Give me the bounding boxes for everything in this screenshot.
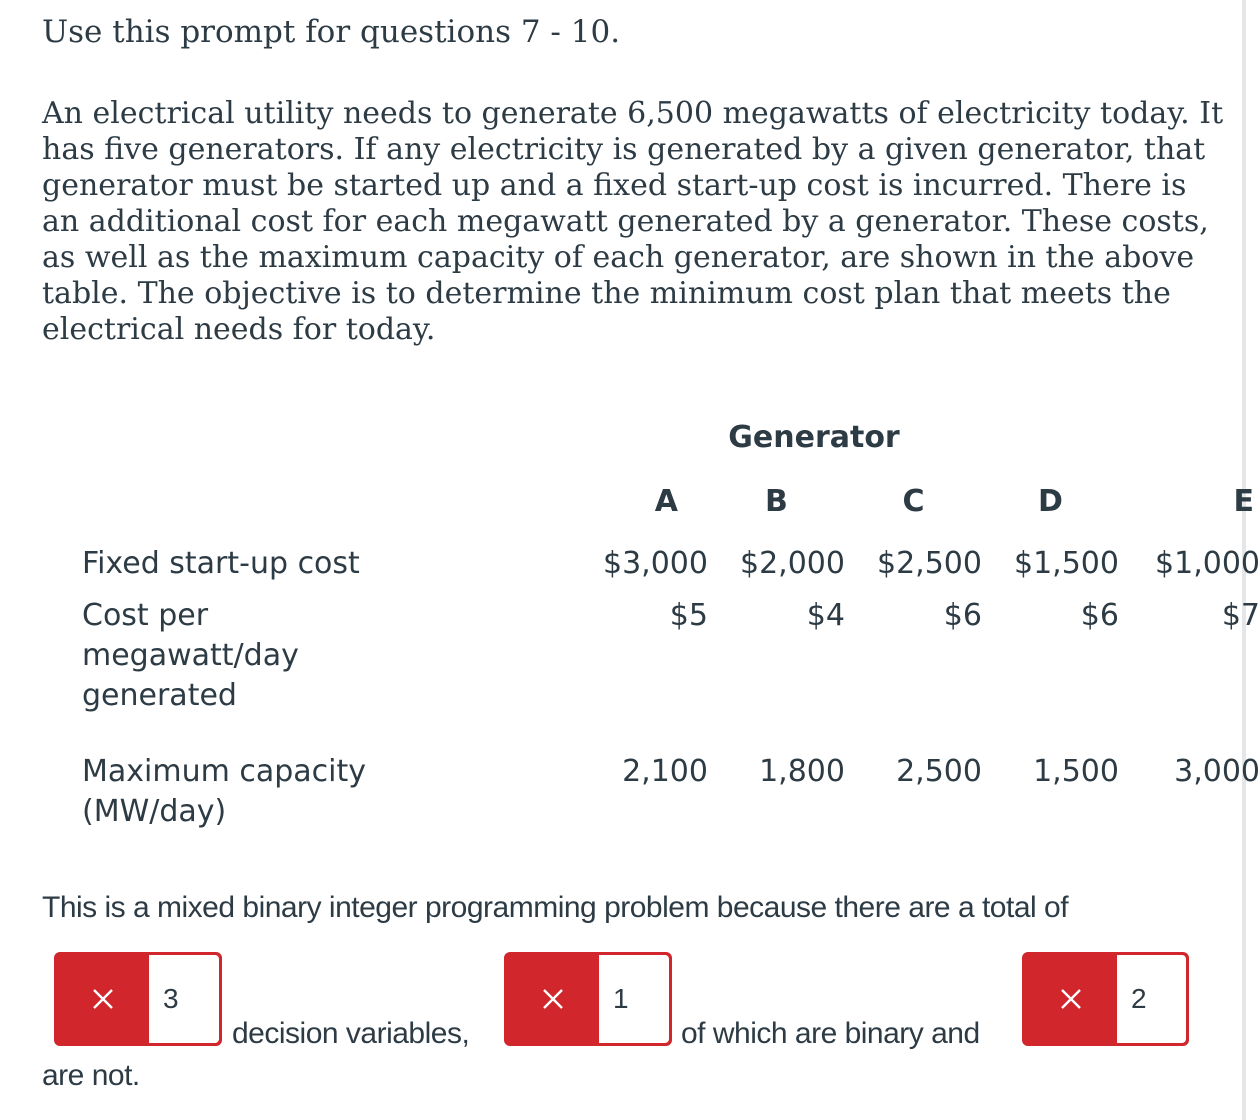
table-cell: 1,500 (1033, 754, 1119, 789)
inline-text-are-not: are not. (42, 1059, 140, 1092)
table-cell: $6 (1080, 598, 1119, 633)
row-label: Maximum capacity (MW/day) (82, 754, 367, 829)
table-cell: $2,000 (739, 546, 845, 581)
problem-paragraph: An electrical utility needs to generate 6,500 megawatts of electricity today. It has five generators. If any electricity is generated by a given generator, that generator must be started up and a fixed start-up cost is incurred. There is an additional cost for each megawatt generated by a generator. These costs, as well as the maximum capacity of each generator, are shown in the above table. The objective is to determine the minimum cost plan that meets the electrical needs for today. (42, 96, 1224, 347)
table-row-cost-per-mw (72, 596, 1260, 752)
inline-text-decision-variables: decision variables, (232, 1017, 470, 1050)
question-prompt: This is a mixed binary integer programming problem because there are a total of (42, 891, 1069, 924)
table-cell: 2,500 (896, 754, 982, 789)
answer-input-total-variables[interactable] (54, 952, 222, 1046)
table-row-fixed-cost (72, 544, 1260, 596)
answer-value[interactable]: 2 (1117, 955, 1186, 1043)
column-header-c: C (902, 484, 925, 519)
inline-text-binary: of which are binary and (681, 1017, 980, 1050)
row-label: Cost per megawatt/day generated (82, 598, 299, 713)
header-empty-cell (72, 478, 551, 544)
table-row-max-capacity (72, 752, 1260, 842)
table-cell: $1,000 (1155, 546, 1260, 581)
x-icon (57, 955, 149, 1043)
table-cell: $4 (806, 598, 845, 633)
row-label: Fixed start-up cost (82, 546, 360, 581)
table-cell: $5 (669, 598, 708, 633)
table-cell: $2,500 (876, 546, 982, 581)
column-header-d: D (1038, 484, 1063, 519)
answer-input-binary-variables[interactable] (504, 952, 672, 1046)
table-cell: $7 (1221, 598, 1260, 633)
table-cell: $3,000 (602, 546, 708, 581)
table-cell: 2,100 (622, 754, 708, 789)
column-header-e: E (1233, 484, 1254, 519)
table-cell: 3,000 (1174, 754, 1260, 789)
prompt-intro: Use this prompt for questions 7 - 10. (42, 14, 621, 50)
table-cell: 1,800 (759, 754, 845, 789)
answer-value[interactable]: 3 (149, 955, 219, 1043)
column-header-b: B (765, 484, 788, 519)
generator-cost-table (72, 478, 1260, 842)
x-icon (1025, 955, 1117, 1043)
generator-table-title: Generator (728, 420, 900, 455)
answer-input-nonbinary-variables[interactable] (1022, 952, 1189, 1046)
answer-value[interactable]: 1 (599, 955, 669, 1043)
table-cell: $6 (943, 598, 982, 633)
table-header-row (72, 478, 1260, 544)
table-cell: $1,500 (1013, 546, 1119, 581)
x-icon (507, 955, 599, 1043)
column-header-a: A (654, 484, 678, 519)
